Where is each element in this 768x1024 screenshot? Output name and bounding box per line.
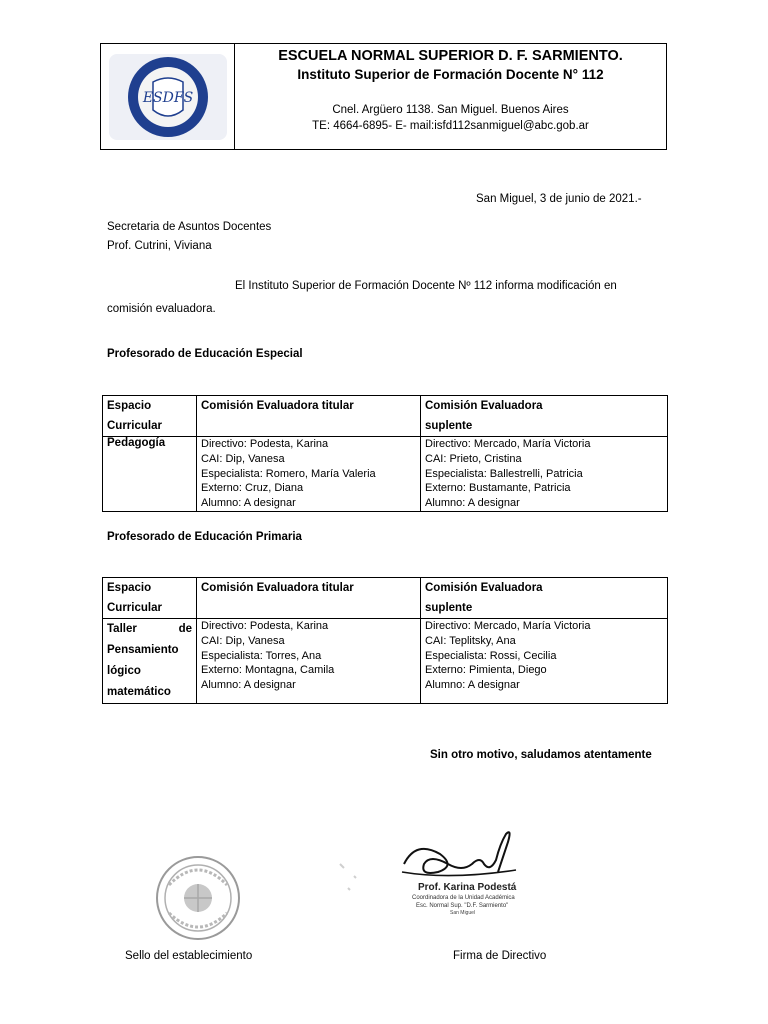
svg-text:Coordinadora de la Unidad Acad: Coordinadora de la Unidad Académica [412, 895, 515, 901]
titular-cell: Directivo: Podesta, Karina CAI: Dip, Vanesa Especialista: Romero, María Valeria Externo: Cruz, Diana Alumno: A designar [197, 437, 421, 512]
school-logo-cell [101, 44, 235, 149]
svg-text:ESDFS: ESDFS [142, 89, 193, 106]
col-suplente: Comisión Evaluadora suplente [421, 396, 668, 437]
col-titular: Comisión Evaluadora titular [197, 396, 421, 437]
director-signature [320, 820, 570, 925]
svg-text:Prof. Karina Podestá: Prof. Karina Podestá [418, 882, 517, 893]
col-area: Espacio Curricular [103, 578, 197, 619]
titular-cell: Directivo: Podesta, Karina CAI: Dip, Vanesa Especialista: Torres, Ana Externo: Montagna, Camila Alumno: A designar [197, 619, 421, 704]
recipient-name: Prof. Cutrini, Viviana [107, 240, 212, 252]
svg-text:Esc. Normal Sup. "D.F. Sarmien: Esc. Normal Sup. "D.F. Sarmiento" [416, 903, 509, 909]
school-address: Cnel. Argüero 1138. San Miguel. Buenos Aires [332, 104, 569, 116]
letterhead-text [235, 44, 666, 149]
section-heading-primaria: Profesorado de Educación Primaria [107, 531, 302, 543]
school-name: ESCUELA NORMAL SUPERIOR D. F. SARMIENTO. [278, 48, 623, 64]
institute-name: Instituto Superior de Formación Docente N° 112 [297, 67, 604, 82]
seal-label: Sello del establecimiento [125, 950, 253, 962]
col-suplente: Comisión Evaluadora suplente [421, 578, 668, 619]
col-titular: Comisión Evaluadora titular [197, 578, 421, 619]
table-primaria [102, 577, 668, 704]
closing-line: Sin otro motivo, saludamos atentamente [430, 749, 652, 761]
suplente-cell: Directivo: Mercado, María Victoria CAI: Prieto, Cristina Especialista: Ballestrelli, Patricia Externo: Bustamante, Patricia Alumno: A designar [421, 437, 668, 512]
school-logo-icon [107, 52, 229, 142]
table-row [103, 437, 668, 512]
area-cell: Taller de Pensamiento lógico matemático [103, 619, 197, 704]
svg-text:San Miguel: San Miguel [450, 910, 476, 916]
table-row [103, 619, 668, 704]
col-area: Espacio Curricular [103, 396, 197, 437]
school-contact: TE: 4664-6895- E- mail:isfd112sanmiguel@abc.gob.ar [312, 120, 589, 132]
letter-date: San Miguel, 3 de junio de 2021.- [476, 193, 642, 205]
seal-icon [155, 855, 241, 941]
section-heading-especial: Profesorado de Educación Especial [107, 348, 303, 360]
signature-label: Firma de Directivo [453, 950, 547, 962]
letter-body-line1: El Instituto Superior de Formación Docente Nº 112 informa modificación en [235, 280, 617, 292]
area-cell: Pedagogía [103, 437, 197, 512]
letter-body-line2: comisión evaluadora. [107, 303, 216, 315]
official-seal [155, 855, 241, 946]
letterhead [100, 43, 667, 150]
table-especial [102, 395, 668, 512]
recipient-office: Secretaria de Asuntos Docentes [107, 221, 272, 233]
suplente-cell: Directivo: Mercado, María Victoria CAI: Teplitsky, Ana Especialista: Rossi, Cecilia Externo: Pimienta, Diego Alumno: A designar [421, 619, 668, 704]
